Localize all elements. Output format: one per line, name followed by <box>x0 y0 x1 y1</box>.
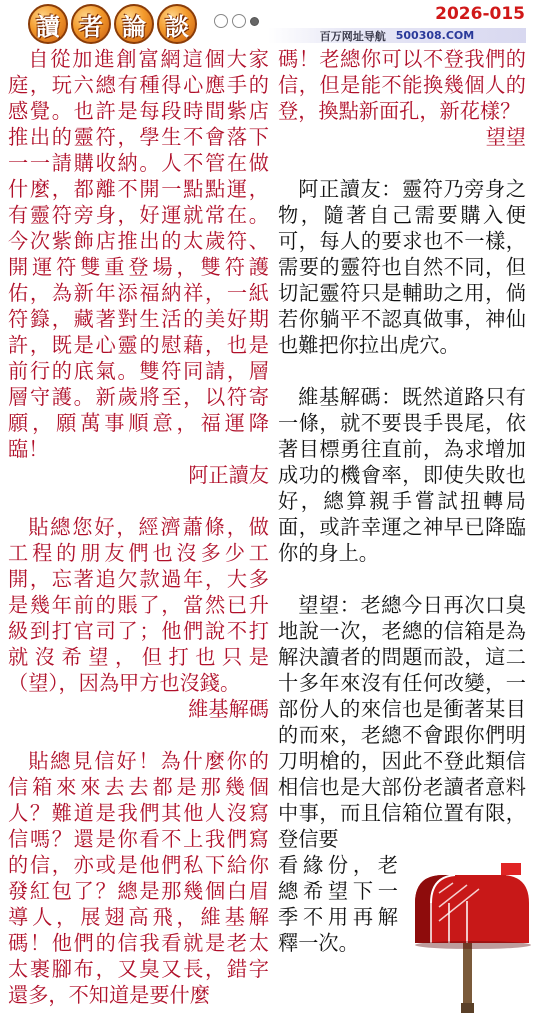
reader-letter: 貼總您好，經濟蕭條，做工程的朋友們也沒多少工開，忘著追欠款過年，大多是幾年前的賬了，當然已升級到打官司了；他們說不打就沒希望，但打也只是（望），因為甲方也沒錢。 <box>8 515 269 695</box>
editor-reply: 望望：老總今日再次口臭地說一次，老總的信箱是為解決讀者的問題而設，這二十多年來沒有任何改變，一部份人的來信也是衝著某目的而來，老總不會跟你們明刀明槍的，因此不登此類信相信也是大部份老讀者意料中事，而且信箱位置有限，登信要 <box>278 593 526 851</box>
header <box>0 0 545 46</box>
letter-signature: 維基解碼 <box>188 697 269 721</box>
dot-icon <box>250 17 259 26</box>
circle-icon <box>232 14 246 28</box>
issue-number: 2026-015 <box>435 4 525 24</box>
title-char: 讀 <box>28 4 68 44</box>
reader-letter: 貼總見信好！為什麼你的信箱來來去去都是那幾個人？難道是我們其他人沒寫信嗎？還是你看不上我們寫的信，亦或是他們私下給你發紅包了？總是那幾個白眉導人，展翅高飛，維基解碼！他們的信我看就是老太太裹腳布，又臭又長，錯字還多，不知道是要什麼 <box>8 749 269 1007</box>
circle-icon <box>214 14 228 28</box>
editor-reply: 維基解碼：既然道路只有一條，就不要畏手畏尾，依著目標勇往直前，為求增加成功的機會率，即使失敗也好，總算親手嘗試扭轉局面，或許幸運之神早已降臨你的身上。 <box>278 385 526 565</box>
letter-signature: 阿正讀友 <box>188 463 269 487</box>
editor-reply: 阿正讀友：靈符乃旁身之物，隨著自己需要購入便可，每人的要求也不一樣，需要的靈符也自然不同，但切記靈符只是輔助之用，倘若你躺平不認真做事，神仙也難把你拉出虎穴。 <box>278 177 526 357</box>
decorative-dots <box>214 14 259 28</box>
letter-signature: 望望 <box>485 125 526 149</box>
reader-letter: 自從加進創富網這個大家庭，玩六總有種得心應手的感覺。也許是每段時間紫店推出的靈符，學生不會落下一一請購收納。人不管在做什麼，都離不開一點點運，有靈符旁身，好運就常在。今次紫飾店推出的太歲符、開運符雙重登場，雙符護佑，為新年添福納祥，一紙符籙，藏著對生活的美好期許，既是心靈的慰藉，也是前行的底氣。雙符同請，層層守護。新歲將至，以符寄願，願萬事順意，福運降臨！ <box>8 47 269 461</box>
site-banner <box>268 28 526 43</box>
mailbox-icon <box>403 863 533 1013</box>
editor-reply-continued: 看緣份，老總希望下一季不用再解釋一次。 <box>278 853 398 955</box>
banner-label: 百万网址导航 <box>319 29 386 43</box>
reader-letter: 碼！老總你可以不登我們的信，但是能不能換幾個人的登，換點新面孔，新花樣？ <box>278 47 526 123</box>
banner-url[interactable]: 500308.COM <box>395 29 475 42</box>
right-column <box>278 46 526 956</box>
title-char: 者 <box>71 4 111 44</box>
title-char: 談 <box>157 4 197 44</box>
left-column <box>8 46 269 1008</box>
title-char: 論 <box>114 4 154 44</box>
section-title <box>28 4 197 44</box>
